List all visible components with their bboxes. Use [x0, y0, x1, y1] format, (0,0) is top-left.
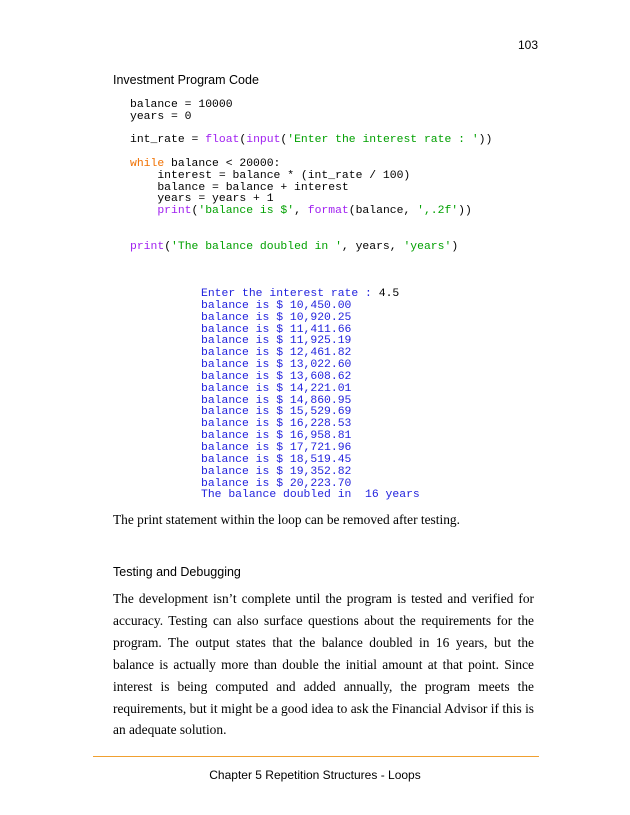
- code-text: balance = 10000: [130, 99, 233, 111]
- output-user-input: 4.5: [378, 288, 400, 300]
- output-line: balance is $ 18,519.45: [201, 453, 352, 466]
- output-line: balance is $ 14,221.01: [201, 382, 352, 395]
- code-line: [130, 206, 492, 218]
- section-heading-investment-code: Investment Program Code: [113, 73, 259, 87]
- code-text: (balance,: [348, 205, 418, 218]
- code-blank-line: [130, 218, 492, 230]
- code-string: ',.2f': [417, 205, 459, 218]
- output-line: balance is $ 13,608.62: [201, 370, 352, 383]
- code-text: ,: [294, 205, 308, 218]
- code-string: 'The balance doubled in ': [171, 240, 342, 253]
- code-line: [130, 135, 492, 147]
- paragraph-testing: The development isn’t complete until the program is tested and verified for accuracy. Testing can also surface questions about the requirements for the program. The output states that the balance doubled in 16 years, but the balance is actually more than double the initial amount at that point. Since interest is being computed and added annually, the program meets the requirements, but it might be a good idea to ask the Financial Advisor if this is an adequate solution.: [113, 591, 534, 738]
- output-line: balance is $ 16,228.53: [201, 418, 352, 431]
- code-text: )): [478, 134, 493, 147]
- code-text: (: [280, 134, 288, 147]
- output-line: balance is $ 17,721.96: [201, 441, 352, 454]
- paragraph-print-note: The print statement within the loop can be removed after testing.: [113, 512, 460, 527]
- output-prompt: Enter the interest rate :: [201, 288, 379, 300]
- code-text: (: [164, 240, 172, 253]
- code-text: (: [239, 134, 247, 147]
- code-text: ): [451, 240, 459, 253]
- code-text: years = 0: [130, 110, 192, 123]
- code-builtin: print: [130, 240, 165, 253]
- code-listing: [130, 100, 492, 253]
- footer-chapter-title: Chapter 5 Repetition Structures - Loops: [209, 768, 421, 782]
- output-final-line: The balance doubled in 16 years: [201, 489, 420, 502]
- code-text: )): [458, 205, 472, 218]
- output-line: balance is $ 10,920.25: [201, 311, 352, 324]
- footer-divider: [93, 756, 539, 757]
- section-heading-testing-debugging: Testing and Debugging: [113, 565, 241, 579]
- output-line: balance is $ 11,411.66: [201, 323, 352, 336]
- output-line: balance is $ 10,450.00: [201, 299, 352, 312]
- output-line: balance is $ 13,022.60: [201, 359, 352, 372]
- output-line: balance is $ 19,352.82: [201, 465, 352, 478]
- code-text: balance = balance + interest: [130, 181, 349, 194]
- program-output: [201, 289, 420, 502]
- code-string: 'years': [403, 240, 452, 253]
- output-line: balance is $ 15,529.69: [201, 406, 352, 419]
- code-text: [130, 205, 157, 217]
- code-keyword: while: [130, 157, 165, 170]
- code-line: [130, 242, 492, 254]
- code-line: [130, 112, 492, 124]
- code-builtin: float: [205, 134, 240, 147]
- code-string: 'balance is $': [198, 205, 295, 218]
- output-line: balance is $ 12,461.82: [201, 347, 352, 360]
- output-line: balance is $ 11,925.19: [201, 335, 352, 348]
- code-builtin: format: [307, 205, 349, 218]
- output-line: balance is $ 20,223.70: [201, 477, 352, 490]
- code-text: interest = balance * (int_rate / 100): [130, 169, 411, 182]
- code-text: int_rate =: [130, 134, 206, 147]
- code-text: balance < 20000:: [164, 157, 281, 170]
- code-builtin: input: [246, 134, 281, 147]
- code-string: 'Enter the interest rate : ': [287, 134, 479, 147]
- output-line: balance is $ 16,958.81: [201, 430, 352, 443]
- code-builtin: print: [157, 205, 192, 218]
- output-line: balance is $ 14,860.95: [201, 394, 352, 407]
- code-text: (: [191, 205, 199, 218]
- page-number: 103: [517, 38, 538, 52]
- code-text: years = years + 1: [130, 193, 274, 206]
- code-text: , years,: [341, 240, 404, 253]
